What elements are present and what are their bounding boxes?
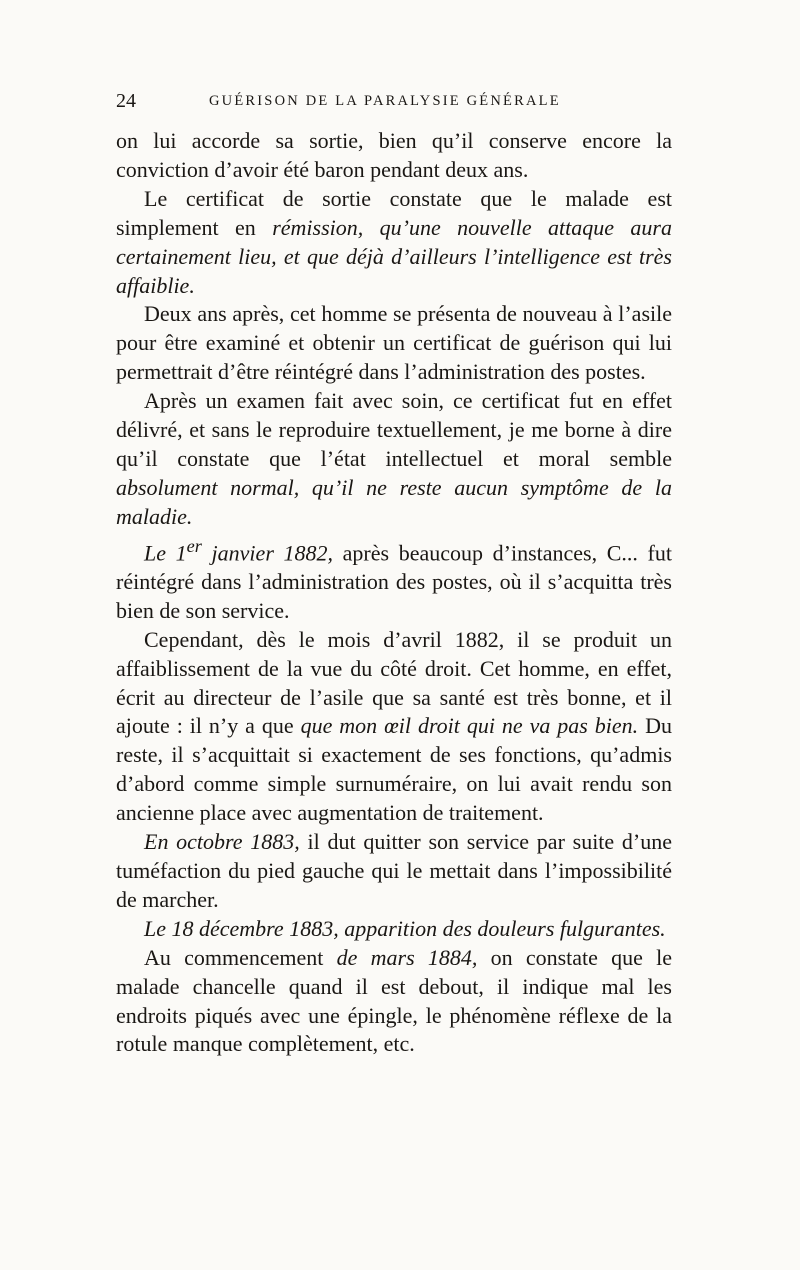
paragraph-7: En octobre 1883, il dut quitter son service par suite d’une tuméfaction du pied gauche qui le mettait dans l’impossibilité de marcher. — [116, 829, 672, 912]
paragraph-4: Après un examen fait avec soin, ce certificat fut en effet délivré, et sans le reproduire textuellement, je me borne à dire qu’il constate que l’état intellectuel et moral semble absolument normal, qu’il ne reste aucun symptôme de la maladie. — [116, 388, 672, 529]
paragraph-8: Le 18 décembre 1883, apparition des douleurs fulgurantes. — [144, 915, 666, 941]
paragraph-5: Le 1er janvier 1882, après beaucoup d’instances, C... fut réintégré dans l’administration des postes, où il s’acquitta très bien de son service. — [116, 535, 672, 623]
paragraph-9: Au commencement de mars 1884, on constate que le malade chancelle quand il est debout, il indique mal les endroits piqués avec une épingle, le phénomène réflexe de la rotule manque complètement, etc. — [116, 944, 672, 1057]
paragraph-2: Le certificat de sortie constate que le malade est simplement en rémission, qu’une nouvelle attaque aura certainement lieu, et que déjà d’ailleurs l’intelligence est très affaiblie. — [116, 185, 672, 298]
page-header — [116, 90, 676, 120]
paragraph-3: Deux ans après, cet homme se présenta de nouveau à l’asile pour être examiné et obtenir un certificat de guérison qui lui permettrait d’être réintégré dans l’administration des postes. — [116, 301, 672, 385]
paragraph-1: on lui accorde sa sortie, bien qu’il conserve encore la conviction d’avoir été baron pendant deux ans. — [116, 128, 672, 182]
page-number: 24 — [116, 90, 136, 112]
running-head: GUÉRISON DE LA PARALYSIE GÉNÉRALE — [209, 93, 561, 109]
body-text — [116, 127, 672, 1059]
paragraph-6: Cependant, dès le mois d’avril 1882, il se produit un affaiblissement de la vue du côté droit. Cet homme, en effet, écrit au directeur de l’asile que sa santé est très bonne, et il ajoute : il n’y a que que mon œil droit qui ne va pas bien. Du reste, il s’acquittait si exactement de ses fonctions, qu’admis d’abord comme simple surnuméraire, on lui avait rendu son ancienne place avec augmentation de traitement. — [116, 626, 672, 826]
